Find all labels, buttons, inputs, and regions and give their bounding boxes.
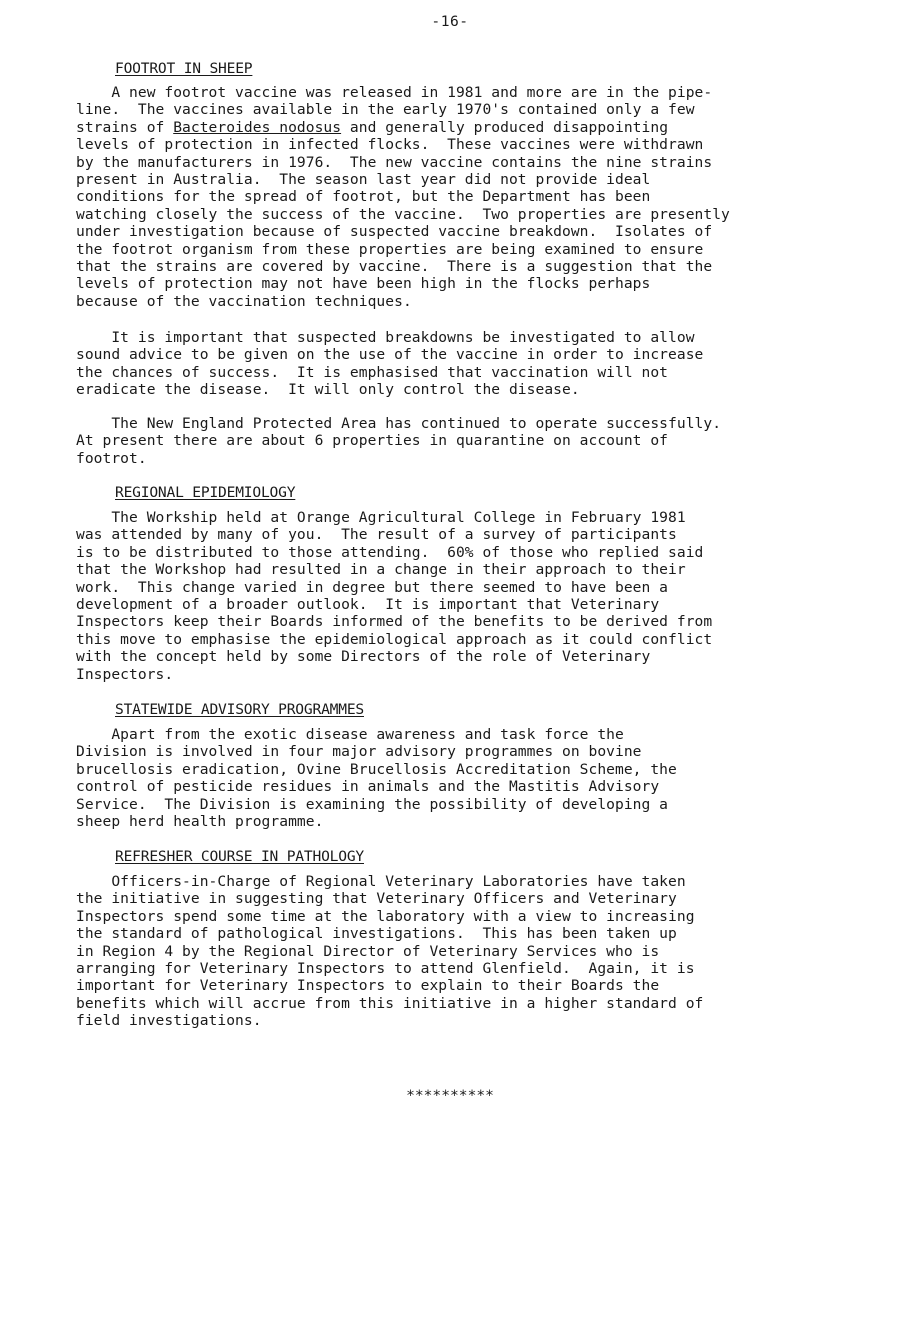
section-heading-advisory: STATEWIDE ADVISORY PROGRAMMES (115, 701, 364, 718)
section-heading-pathology: REFRESHER COURSE IN PATHOLOGY (115, 848, 364, 865)
page-number: -16- (431, 13, 469, 30)
section-heading-epidemiology: REGIONAL EPIDEMIOLOGY (115, 484, 296, 501)
paragraph-footrot-breakdowns: It is important that suspected breakdowns be investigated to allow sound advice to be given on the use of the vaccine in order to increase the chances of success. It is emphasised that vaccination will not eradicate the disease. It will only control the disease. (76, 329, 704, 399)
paragraph-footrot-protected-area: The New England Protected Area has continued to operate successfully. At present there are about 6 properties in quarantine on account of footrot. (76, 415, 722, 467)
paragraph-pathology: Officers-in-Charge of Regional Veterinary Laboratories have taken the initiative in suggesting that Veterinary Officers and Veterinary Inspectors spend some time at the laboratory with a view to increasing the standard of pathological investigations. This has been taken up in Region 4 by the Regional Director of Veterinary Services who is arranging for Veterinary Inspectors to attend Glenfield. Again, it is important for Veterinary Inspectors to explain to their Boards the benefits which will accrue from this initiative in a higher standard of field investigations. (76, 873, 704, 1030)
paragraph-footrot-vaccine: A new footrot vaccine was released in 1981 and more are in the pipe- line. The vaccines available in the early 1970's contained only a few strains of Bacteroides nodosus and generally produced disappointing levels of protection in infected flocks. These vaccines were withdrawn by the manufacturers in 1976. The new vaccine contains the nine strains present in Australia. The season last year did not provide ideal conditions for the spread of footrot, but the Department has been watching closely the success of the vaccine. Two properties are presently under investigation because of suspected vaccine breakdown. Isolates of the footrot organism from these properties are being examined to ensure that the strains are covered by vaccine. There is a suggestion that the levels of protection may not have been high in the flocks perhaps because of the vaccination techniques. (76, 84, 730, 310)
end-marker: ********** (406, 1087, 494, 1104)
paragraph-epidemiology: The Workship held at Orange Agricultural College in February 1981 was attended by many of you. The result of a survey of participants is to be distributed to those attending. 60% of those who replied said that the Workshop had resulted in a change in their approach to their work. This change varied in degree but there seemed to have been a development of a broader outlook. It is important that Veterinary Inspectors keep their Boards informed of the benefits to be derived from this move to emphasise the epidemiological approach as it could conflict with the concept held by some Directors of the role of Veterinary Inspectors. (76, 509, 713, 683)
species-name: Bacteroides nodosus (173, 118, 342, 136)
paragraph-advisory: Apart from the exotic disease awareness and task force the Division is involved in four major advisory programmes on bovine brucellosis eradication, Ovine Brucellosis Accreditation Scheme, the control of pesticide residues in animals and the Mastitis Advisory Service. The Division is examining the possibility of developing a sheep herd health programme. (76, 726, 677, 831)
section-heading-footrot: FOOTROT IN SHEEP (115, 60, 253, 77)
